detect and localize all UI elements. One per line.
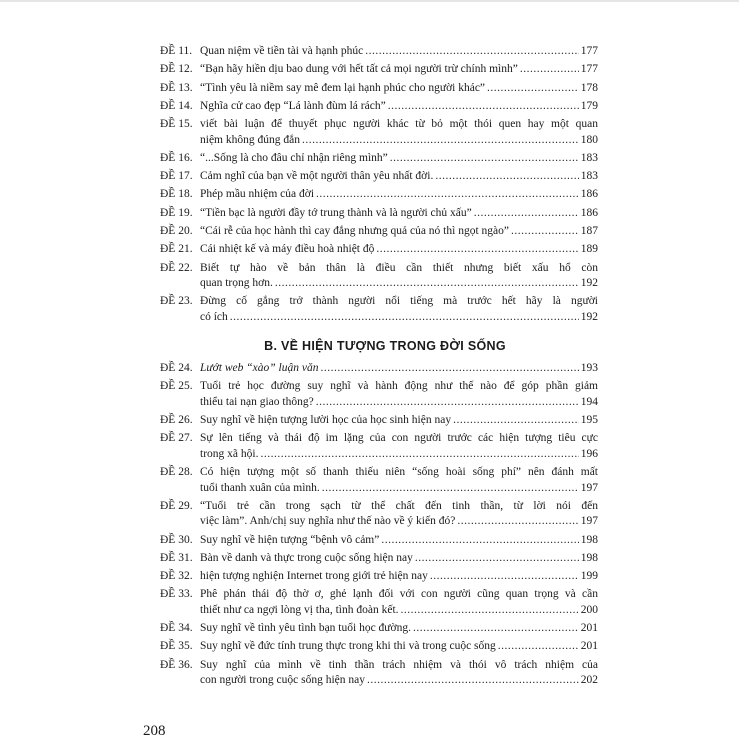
- toc-entry-body: [200, 169, 598, 184]
- toc-entry-line: [200, 465, 598, 480]
- toc-entry-line: [200, 117, 598, 132]
- toc-entry-number: ĐỀ 23.: [160, 295, 193, 308]
- toc-entry-body: [200, 639, 598, 654]
- toc-entry-page: 201: [580, 622, 598, 635]
- toc-entry-page: 177: [580, 45, 598, 57]
- toc-entry: [160, 224, 598, 239]
- dot-leader: [260, 447, 578, 462]
- toc-entry-line: [200, 169, 598, 184]
- table-of-contents: [160, 44, 598, 691]
- toc-entry-page: 192: [580, 310, 598, 323]
- dot-leader: [401, 603, 579, 618]
- toc-entry: [160, 551, 598, 566]
- toc-entry-page: 198: [580, 533, 598, 546]
- toc-entry-line: [200, 447, 598, 462]
- toc-entry-body: [200, 242, 598, 257]
- toc-entry-line: [200, 569, 598, 584]
- toc-entry-number: ĐỀ 30.: [160, 533, 193, 546]
- toc-entry-title: Suy nghĩ về hiện tượng lười học của học sinh hiện nay: [200, 414, 452, 427]
- toc-entry-body: [200, 587, 598, 618]
- toc-entry: [160, 465, 598, 496]
- toc-entry-number: ĐỀ 26.: [160, 414, 193, 427]
- dot-leader: [388, 99, 579, 114]
- toc-entry-number: ĐỀ 19.: [160, 206, 193, 219]
- toc-entry-title: tuổi thanh xuân của mình.: [200, 481, 320, 494]
- toc-entry-number: ĐỀ 11.: [160, 45, 193, 57]
- toc-entry-number: ĐỀ 32.: [160, 570, 193, 583]
- toc-entry-body: [200, 117, 598, 148]
- toc-entry-page: 186: [580, 206, 598, 219]
- toc-entry-number: ĐỀ 14.: [160, 99, 193, 112]
- toc-entry-title: Bàn về danh và thực trong cuộc sống hiện nay: [200, 551, 413, 564]
- toc-entry-number: ĐỀ 24.: [160, 362, 193, 375]
- toc-entry-body: [200, 361, 598, 376]
- toc-entry-line: [200, 587, 598, 602]
- toc-entry-body: [200, 206, 598, 221]
- toc-entry-line: [200, 310, 598, 325]
- toc-entry-title: con người trong cuộc sống hiện nay: [200, 674, 365, 687]
- toc-entry-page: 199: [580, 570, 598, 583]
- toc-entry-page: 178: [580, 81, 598, 94]
- toc-entry-page: 180: [580, 133, 598, 146]
- toc-entry-title: Suy nghĩ về đức tính trung thực trong khi thi và trong cuộc sống: [200, 640, 496, 653]
- toc-entry-line: [200, 62, 598, 77]
- toc-entry-number: ĐỀ 29.: [160, 499, 193, 512]
- dot-leader: [413, 621, 579, 636]
- toc-entry-page: 177: [580, 63, 598, 76]
- toc-section-b: [160, 361, 598, 688]
- toc-entry-title: Suy nghĩ về tình yêu tình bạn tuổi học đường.: [200, 622, 411, 635]
- toc-entry-title: thiết như ca ngợi lòng vị tha, tình đoàn kết.: [200, 603, 399, 616]
- toc-entry-page: 183: [580, 151, 598, 164]
- toc-entry-number: ĐỀ 18.: [160, 188, 193, 201]
- toc-entry-title: Có hiện tượng một số thanh thiếu niên “sống hoài sống phí” nên đánh mất: [200, 466, 598, 479]
- toc-entry-line: [200, 499, 598, 514]
- toc-entry-title: “Bạn hãy hiền dịu bao dung với hết tất cả mọi người trừ chính mình”: [200, 63, 518, 76]
- toc-entry-page: 183: [580, 170, 598, 183]
- toc-entry-body: [200, 224, 598, 239]
- dot-leader: [316, 187, 579, 202]
- toc-entry-line: [200, 658, 598, 673]
- toc-entry-title: Phép mầu nhiệm của đời: [200, 188, 315, 201]
- toc-entry: [160, 621, 598, 636]
- toc-entry-title: “Tiền bạc là người đầy tớ trung thành và là người chủ xấu”: [200, 206, 472, 219]
- toc-entry-line: [200, 99, 598, 114]
- toc-entry-number: ĐỀ 28.: [160, 466, 193, 479]
- toc-entry-title: Lướt web “xào” luận văn: [200, 362, 319, 375]
- toc-entry-page: 179: [580, 99, 598, 112]
- toc-entry-title: Sự lên tiếng và thái độ im lặng của con người trước các hiện tượng tiêu cực: [200, 432, 598, 445]
- page-number: 208: [143, 723, 166, 739]
- toc-entry-title: Suy nghĩ của mình về tinh thần trách nhiệm và thói vô trách nhiệm của: [200, 658, 598, 671]
- toc-entry-number: ĐỀ 34.: [160, 622, 193, 635]
- toc-entry: [160, 639, 598, 654]
- toc-entry-line: [200, 514, 598, 529]
- toc-entry-title: có ích: [200, 310, 228, 323]
- toc-entry: [160, 117, 598, 148]
- toc-entry-body: [200, 533, 598, 548]
- toc-entry-title: “...Sống là cho đâu chỉ nhận riêng mình”: [200, 151, 388, 164]
- dot-leader: [316, 395, 579, 410]
- toc-entry-page: 187: [580, 225, 598, 238]
- toc-entry-number: ĐỀ 20.: [160, 225, 193, 238]
- dot-leader: [487, 81, 579, 96]
- toc-entry-title: Biết tự hào về bản thân là điều cần thiết nhưng biết xấu hổ còn: [200, 261, 598, 274]
- dot-leader: [474, 206, 579, 221]
- toc-entry-body: [200, 431, 598, 462]
- toc-entry-body: [200, 44, 598, 59]
- toc-entry-number: ĐỀ 35.: [160, 640, 193, 653]
- toc-entry: [160, 62, 598, 77]
- toc-entry-number: ĐỀ 25.: [160, 380, 193, 393]
- toc-entry-line: [200, 187, 598, 202]
- dot-leader: [457, 514, 578, 529]
- toc-entry-number: ĐỀ 12.: [160, 63, 193, 76]
- toc-entry-number: ĐỀ 13.: [160, 81, 193, 94]
- dot-leader: [511, 224, 579, 239]
- toc-entry-body: [200, 551, 598, 566]
- toc-entry-page: 201: [580, 640, 598, 653]
- toc-entry-page: 200: [580, 603, 598, 616]
- toc-entry-title: Nghĩa cử cao đẹp “Lá lành đùm lá rách”: [200, 99, 386, 112]
- toc-entry-title: Đừng cố gắng trở thành người nổi tiếng mà trước hết hãy là người: [200, 295, 598, 308]
- toc-entry: [160, 261, 598, 292]
- toc-entry-body: [200, 658, 598, 689]
- toc-entry-title: Quan niệm về tiền tài và hạnh phúc: [200, 45, 364, 57]
- toc-entry: [160, 379, 598, 410]
- toc-entry: [160, 242, 598, 257]
- dot-leader: [367, 673, 579, 688]
- toc-entry-line: [200, 294, 598, 309]
- toc-entry-number: ĐỀ 15.: [160, 118, 193, 131]
- toc-entry-line: [200, 242, 598, 257]
- toc-entry-title: Phê phán thái độ thờ ơ, ghẻ lạnh đối với con người cũng quan trọng và cần: [200, 588, 598, 601]
- toc-entry-page: 186: [580, 188, 598, 201]
- toc-entry-body: [200, 62, 598, 77]
- page-top-edge: [0, 0, 739, 2]
- toc-entry-line: [200, 151, 598, 166]
- toc-entry-title: “Tình yêu là niềm say mê đem lại hạnh phúc cho người khác”: [200, 81, 486, 94]
- toc-entry-line: [200, 133, 598, 148]
- toc-entry-line: [200, 533, 598, 548]
- toc-entry: [160, 81, 598, 96]
- dot-leader: [415, 551, 579, 566]
- toc-entry-line: [200, 639, 598, 654]
- toc-entry-title: Tuổi trẻ học đường suy nghĩ và hành động như thế nào để góp phần giảm: [200, 380, 598, 393]
- toc-entry-title: Suy nghĩ về hiện tượng “bệnh vô cảm”: [200, 533, 380, 546]
- toc-entry-body: [200, 413, 598, 428]
- toc-entry: [160, 169, 598, 184]
- dot-leader: [275, 276, 579, 291]
- toc-section-a: [160, 44, 598, 325]
- toc-entry: [160, 44, 598, 59]
- toc-entry-body: [200, 569, 598, 584]
- dot-leader: [390, 151, 579, 166]
- section-b-heading: B. VỀ HIỆN TƯỢNG TRONG ĐỜI SỐNG: [264, 339, 506, 354]
- toc-entry-body: [200, 379, 598, 410]
- toc-entry-number: ĐỀ 21.: [160, 243, 193, 256]
- toc-entry-number: ĐỀ 17.: [160, 170, 193, 183]
- toc-entry: [160, 533, 598, 548]
- toc-entry-body: [200, 621, 598, 636]
- toc-entry-body: [200, 81, 598, 96]
- dot-leader: [435, 169, 578, 184]
- toc-entry-number: ĐỀ 27.: [160, 432, 193, 445]
- toc-entry: [160, 658, 598, 689]
- toc-entry-body: [200, 99, 598, 114]
- dot-leader: [320, 361, 578, 376]
- toc-entry-line: [200, 621, 598, 636]
- toc-entry-line: [200, 673, 598, 688]
- toc-entry-number: ĐỀ 33.: [160, 588, 193, 601]
- toc-entry-page: 197: [580, 481, 598, 494]
- dot-leader: [381, 533, 578, 548]
- toc-entry-title: trong xã hội.: [200, 447, 259, 460]
- dot-leader: [376, 242, 578, 257]
- toc-entry-line: [200, 224, 598, 239]
- dot-leader: [498, 639, 579, 654]
- toc-entry-page: 197: [580, 515, 598, 528]
- toc-entry-line: [200, 44, 598, 59]
- toc-entry-body: [200, 294, 598, 325]
- toc-entry-page: 202: [580, 674, 598, 687]
- toc-entry-page: 195: [580, 414, 598, 427]
- toc-entry: [160, 187, 598, 202]
- toc-entry-line: [200, 276, 598, 291]
- toc-entry-number: ĐỀ 31.: [160, 551, 193, 564]
- dot-leader: [302, 133, 579, 148]
- toc-entry-page: 189: [580, 243, 598, 256]
- toc-entry-line: [200, 431, 598, 446]
- toc-entry-body: [200, 499, 598, 530]
- toc-entry-line: [200, 481, 598, 496]
- toc-entry-number: ĐỀ 16.: [160, 151, 193, 164]
- dot-leader: [322, 481, 579, 496]
- toc-entry-title: niệm không đúng đắn: [200, 133, 300, 146]
- toc-entry-title: quan trọng hơn.: [200, 277, 273, 290]
- toc-entry-line: [200, 395, 598, 410]
- toc-entry-title: việc làm”. Anh/chị suy nghĩa như thế nào về ý kiến đó?: [200, 515, 456, 528]
- toc-entry: [160, 413, 598, 428]
- toc-entry-page: 193: [580, 362, 598, 375]
- toc-entry: [160, 151, 598, 166]
- toc-entry: [160, 431, 598, 462]
- toc-entry-line: [200, 603, 598, 618]
- toc-entry-body: [200, 151, 598, 166]
- toc-entry-line: [200, 379, 598, 394]
- toc-entry-title: viết bài luận để thuyết phục người khác từ bỏ một thói quen hay một quan: [200, 118, 598, 131]
- toc-entry: [160, 294, 598, 325]
- toc-entry-title: thiểu tai nạn giao thông?: [200, 395, 314, 408]
- toc-entry-line: [200, 261, 598, 276]
- dot-leader: [453, 413, 579, 428]
- toc-entry-body: [200, 261, 598, 292]
- toc-entry-page: 192: [580, 277, 598, 290]
- toc-entry: [160, 206, 598, 221]
- dot-leader: [520, 62, 579, 77]
- toc-entry-title: “Cái rễ của học hành thì cay đắng nhưng quả của nó thì ngọt ngào”: [200, 225, 509, 238]
- toc-entry: [160, 587, 598, 618]
- toc-entry-title: hiện tượng nghiện Internet trong giới trẻ hiện nay: [200, 570, 428, 583]
- toc-entry-line: [200, 206, 598, 221]
- toc-entry-title: Cảm nghĩ của bạn về một người thân yêu nhất đời.: [200, 170, 434, 183]
- toc-entry: [160, 99, 598, 114]
- toc-entry: [160, 361, 598, 376]
- dot-leader: [365, 44, 579, 59]
- toc-entry: [160, 569, 598, 584]
- toc-entry: [160, 499, 598, 530]
- toc-entry-title: Cái nhiệt kế và máy điều hoà nhiệt độ: [200, 243, 375, 256]
- toc-entry-body: [200, 465, 598, 496]
- toc-entry-title: “Tuổi trẻ cần trong sạch từ thể chất đến tinh thần, từ lời nói đến: [200, 499, 598, 512]
- toc-entry-body: [200, 187, 598, 202]
- toc-entry-line: [200, 551, 598, 566]
- toc-entry-page: 196: [580, 447, 598, 460]
- toc-entry-line: [200, 81, 598, 96]
- toc-entry-line: [200, 361, 598, 376]
- toc-entry-line: [200, 413, 598, 428]
- toc-entry-number: ĐỀ 36.: [160, 658, 193, 671]
- toc-entry-number: ĐỀ 22.: [160, 261, 193, 274]
- toc-entry-page: 194: [580, 395, 598, 408]
- dot-leader: [230, 310, 579, 325]
- toc-entry-page: 198: [580, 551, 598, 564]
- dot-leader: [430, 569, 579, 584]
